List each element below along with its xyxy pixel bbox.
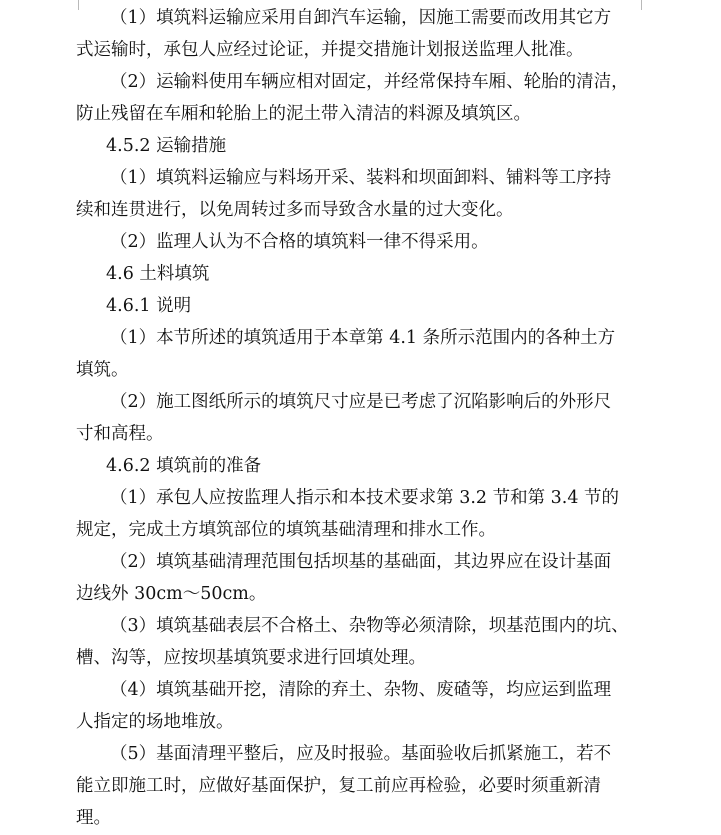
paragraph-line: 防止残留在车厢和轮胎上的泥土带入清洁的料源及填筑区。 bbox=[76, 104, 531, 124]
section-heading: 4.5.2 运输措施 bbox=[106, 136, 227, 156]
paragraph-line: 填筑。 bbox=[76, 360, 129, 380]
paragraph-line: （3）填筑基础表层不合格土、杂物等必须清除，坝基范围内的坑、 bbox=[110, 616, 629, 636]
page-corner-mark-right bbox=[641, 0, 660, 10]
paragraph-line: （5）基面清理平整后，应及时报验。基面验收后抓紧施工，若不 bbox=[110, 744, 612, 764]
paragraph-line: 式运输时，承包人应经过论证，并提交措施计划报送监理人批准。 bbox=[76, 40, 584, 60]
paragraph-line: （1）本节所述的填筑适用于本章第 4.1 条所示范围内的各种土方 bbox=[110, 328, 616, 348]
paragraph-line: 边线外 30cm～50cm。 bbox=[76, 584, 267, 604]
paragraph-line: 能立即施工时，应做好基面保护，复工前应再检验，必要时须重新清 bbox=[76, 776, 601, 796]
paragraph-line: 理。 bbox=[76, 808, 111, 828]
paragraph-line: 规定，完成土方填筑部位的填筑基础清理和排水工作。 bbox=[76, 520, 496, 540]
paragraph-line: （1）填筑料运输应采用自卸汽车运输，因施工需要而改用其它方 bbox=[110, 8, 612, 28]
paragraph-line: （2）监理人认为不合格的填筑料一律不得采用。 bbox=[110, 232, 489, 252]
paragraph-line: （2）运输料使用车辆应相对固定，并经常保持车厢、轮胎的清洁， bbox=[110, 72, 629, 92]
paragraph-line: （2）施工图纸所示的填筑尺寸应是已考虑了沉陷影响后的外形尺 bbox=[110, 392, 612, 412]
section-heading: 4.6 土料填筑 bbox=[106, 264, 210, 284]
paragraph-line: 寸和高程。 bbox=[76, 424, 164, 444]
paragraph-line: 槽、沟等，应按坝基填筑要求进行回填处理。 bbox=[76, 648, 426, 668]
section-heading: 4.6.1 说明 bbox=[106, 296, 192, 316]
paragraph-line: （1）填筑料运输应与料场开采、装料和坝面卸料、铺料等工序持 bbox=[110, 168, 612, 188]
paragraph-line: （2）填筑基础清理范围包括坝基的基础面，其边界应在设计基面 bbox=[110, 552, 612, 572]
page-corner-mark-left bbox=[60, 0, 79, 10]
paragraph-line: 人指定的场地堆放。 bbox=[76, 712, 234, 732]
paragraph-line: （1）承包人应按监理人指示和本技术要求第 3.2 节和第 3.4 节的 bbox=[110, 488, 620, 508]
paragraph-line: 续和连贯进行，以免周转过多而导致含水量的过大变化。 bbox=[76, 200, 514, 220]
paragraph-line: （4）填筑基础开挖，清除的弃土、杂物、废碴等，均应运到监理 bbox=[110, 680, 612, 700]
section-heading: 4.6.2 填筑前的准备 bbox=[106, 456, 262, 476]
